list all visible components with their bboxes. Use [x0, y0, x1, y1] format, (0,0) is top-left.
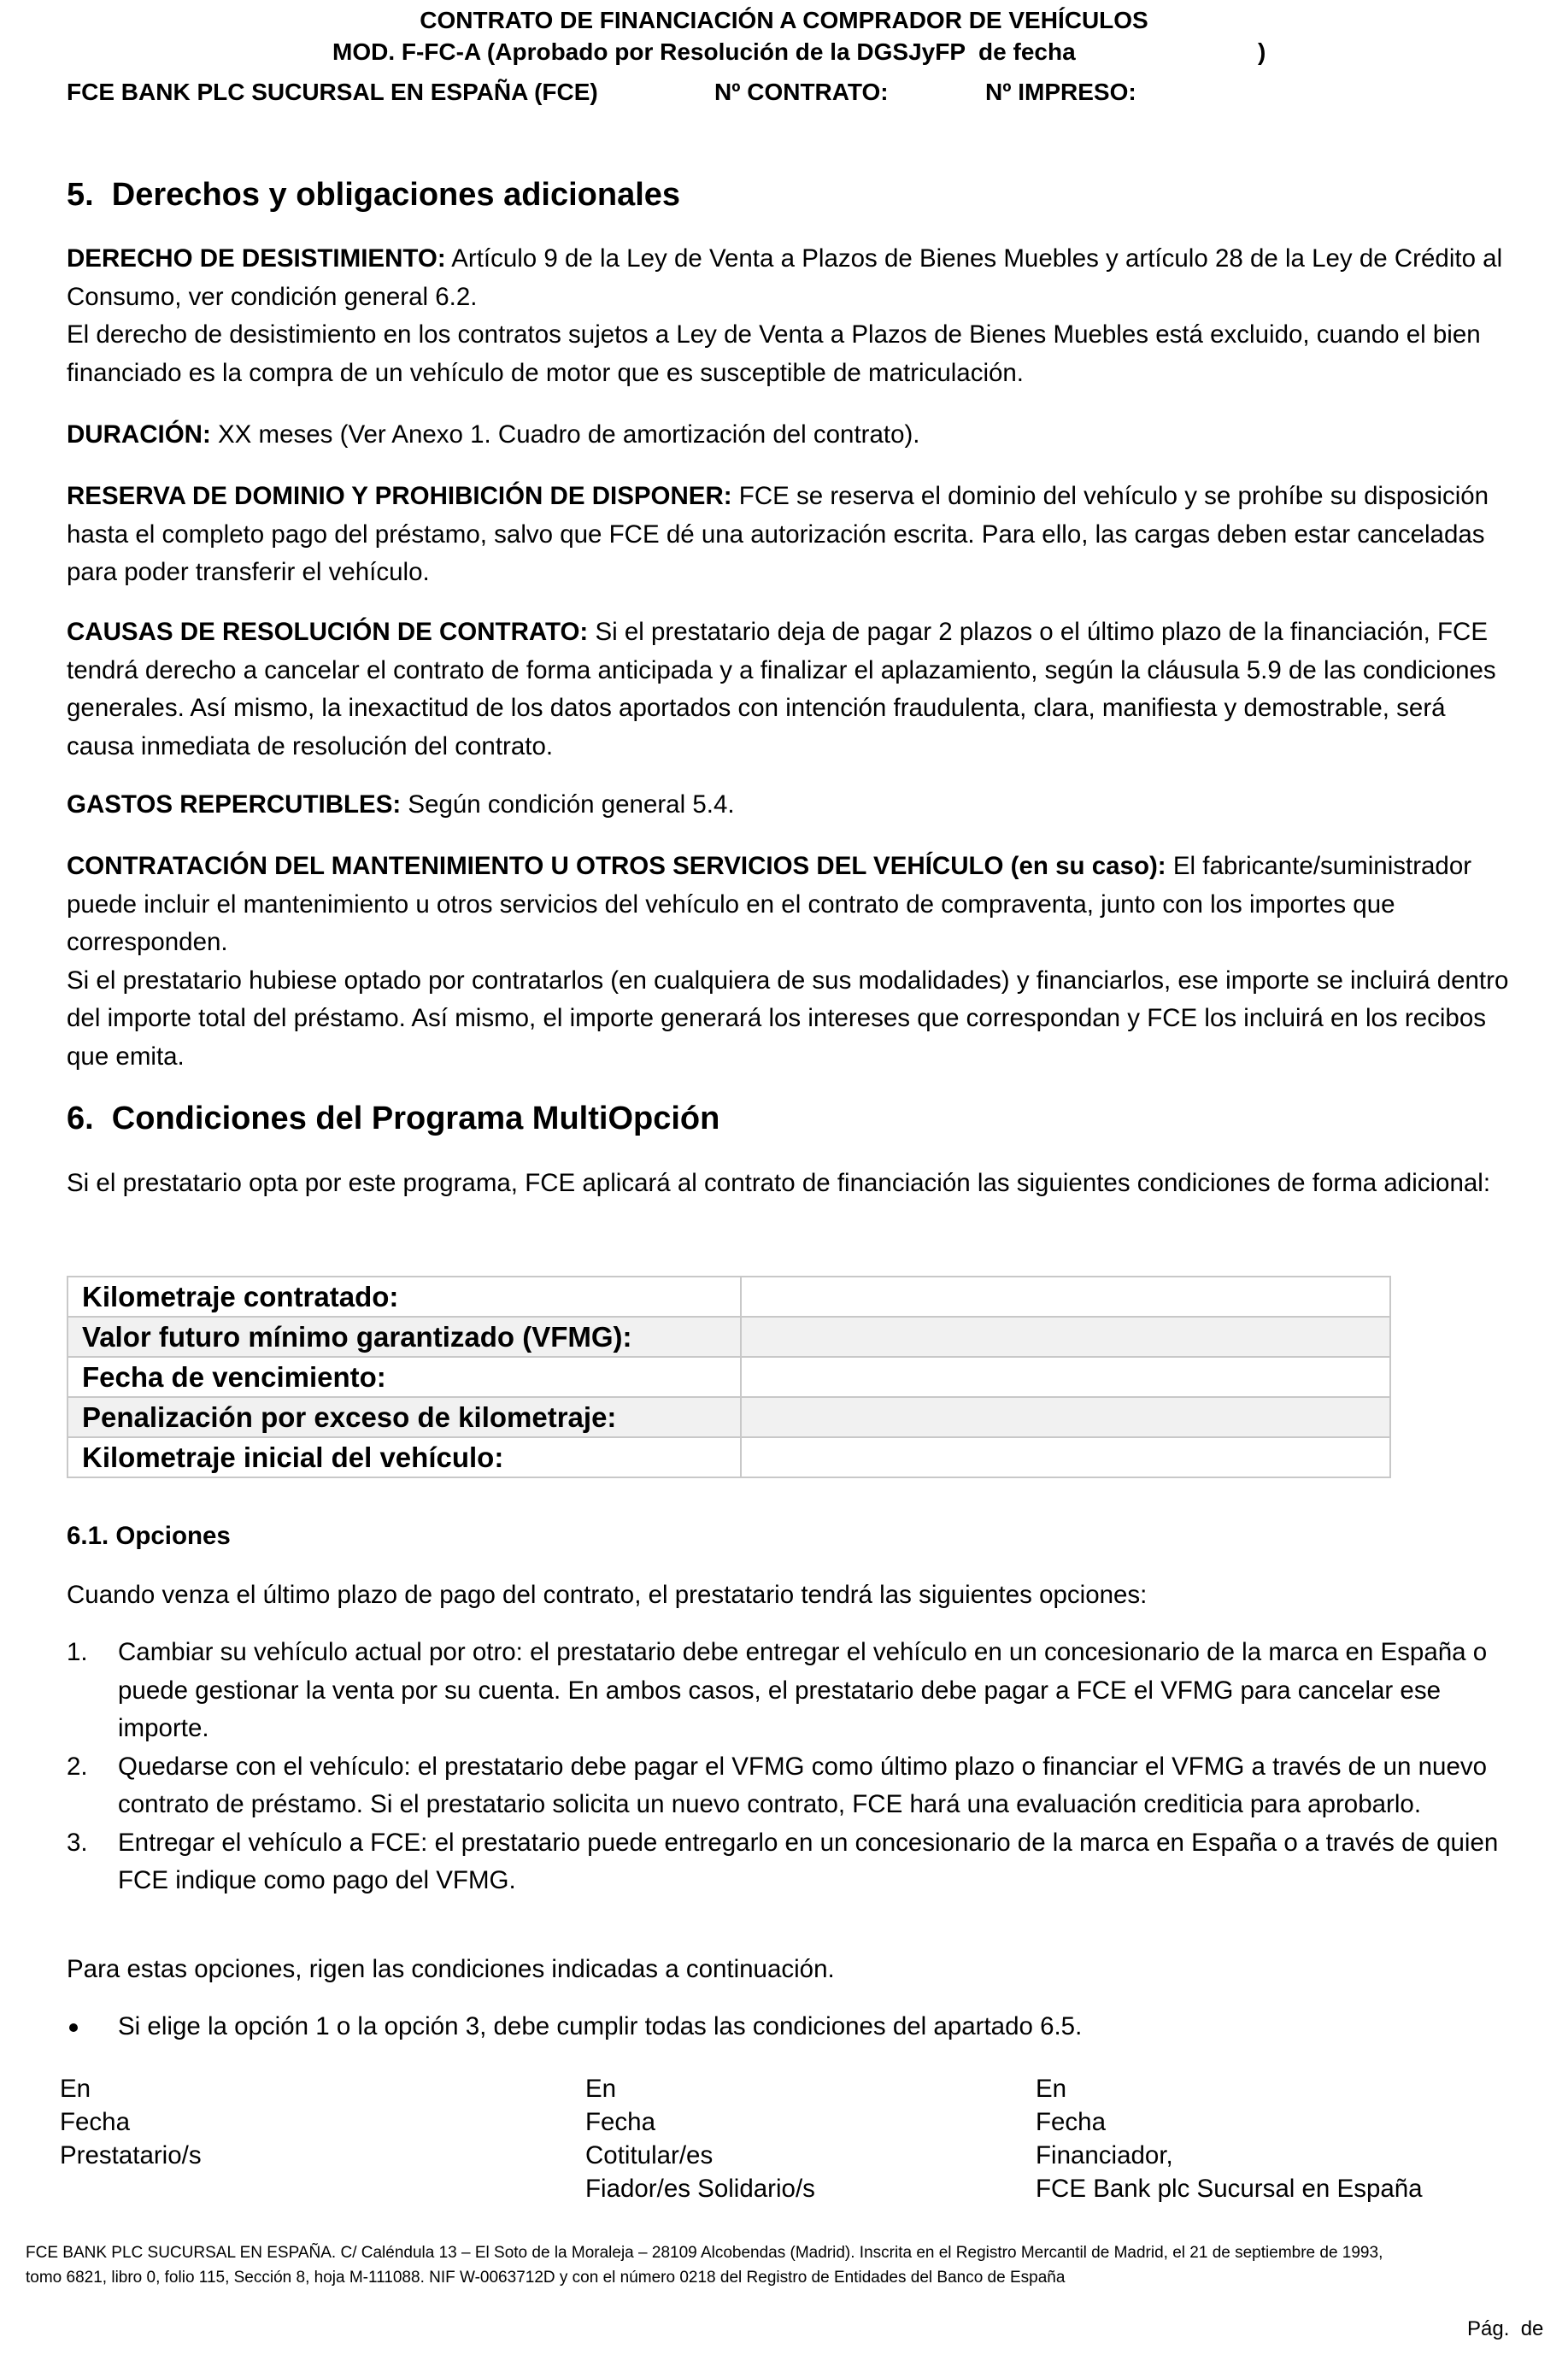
- signature-role-2: FCE Bank plc Sucursal en España: [1036, 2175, 1423, 2203]
- signature-place: En: [1036, 2075, 1067, 2103]
- row-label: Kilometraje contratado:: [68, 1277, 741, 1317]
- signature-block-financiador: [1036, 2072, 1423, 2205]
- desistimiento-text: Artículo 9 de la Ley de Venta a Plazos de Bienes Muebles y artículo 28 de la Ley de Crédito al Consumo, ver condición general 6.2.: [67, 244, 1503, 311]
- table-row: [68, 1277, 1390, 1317]
- section-6-intro-block: [67, 1165, 1519, 1203]
- causas-label: CAUSAS DE RESOLUCIÓN DE CONTRATO:: [67, 618, 589, 646]
- section-5: [67, 176, 1519, 214]
- table-row: [68, 1397, 1390, 1437]
- table-row: [68, 1437, 1390, 1477]
- section-6-title: 6. Condiciones del Programa MultiOpción: [67, 1101, 720, 1136]
- gastos-paragraph: [67, 786, 1519, 825]
- list-number: 3.: [67, 1828, 88, 1857]
- mantenimiento-block: [67, 848, 1519, 1076]
- legal-footer: [26, 2240, 1383, 2290]
- options-note-block: [67, 1951, 1519, 1989]
- mantenimiento-text: El fabricante/suministrador puede incluir el mantenimiento u otros servicios del vehículo en el contrato de compraventa, junto con los importes que corresponden.: [67, 852, 1472, 956]
- signature-place: En: [585, 2075, 617, 2103]
- section-6: [67, 1100, 1519, 1137]
- row-label: Valor futuro mínimo garantizado (VFMG):: [68, 1317, 741, 1357]
- bullet-block: [67, 2008, 1519, 2046]
- vfmg-field[interactable]: [741, 1317, 1390, 1357]
- options-list-block: [67, 1634, 1519, 1900]
- signature-date: Fecha: [585, 2108, 655, 2136]
- options-intro-block: [67, 1576, 1519, 1615]
- list-item: [67, 1634, 1519, 1748]
- reserva-label: RESERVA DE DOMINIO Y PROHIBICIÓN DE DISPONER:: [67, 482, 732, 510]
- row-label: Kilometraje inicial del vehículo:: [68, 1437, 741, 1477]
- desistimiento-exclusion: El derecho de desistimiento en los contratos sujetos a Ley de Venta a Plazos de Bienes Muebles está excluido, cuando el bien financiado es la compra de un vehículo de motor que es susceptible de matriculación.: [67, 320, 1481, 387]
- list-text: Entregar el vehículo a FCE: el prestatario puede entregarlo en un concesionario de la marca en España o a través de quien FCE indique como pago del VFMG.: [118, 1828, 1499, 1894]
- gastos-block: [67, 786, 1519, 825]
- duracion-block: [67, 416, 1519, 455]
- page-number: Pág. de: [1467, 2317, 1544, 2340]
- list-item: [67, 1748, 1519, 1824]
- bank-name: FCE BANK PLC SUCURSAL EN ESPAÑA (FCE): [67, 79, 598, 105]
- document-title: CONTRATO DE FINANCIACIÓN A COMPRADOR DE VEHÍCULOS: [420, 7, 1148, 33]
- signature-role: Cotitular/es: [585, 2141, 714, 2169]
- list-text: Cambiar su vehículo actual por otro: el prestatario debe entregar el vehículo en un concesionario de la marca en España o puede gestionar la venta por su cuenta. En ambos casos, el prestatario debe pagar a FCE el VFMG para cancelar ese importe.: [118, 1638, 1488, 1742]
- signature-date: Fecha: [1036, 2108, 1106, 2136]
- desistimiento-label: DERECHO DE DESISTIMIENTO:: [67, 244, 446, 273]
- duracion-text: XX meses (Ver Anexo 1. Cuadro de amortización del contrato).: [210, 420, 920, 449]
- bullet-icon: [69, 2023, 78, 2032]
- signature-block-prestatario: [60, 2072, 202, 2172]
- bullet-text: Si elige la opción 1 o la opción 3, debe cumplir todas las condiciones del apartado 6.5.: [118, 2012, 1083, 2040]
- options-note: Para estas opciones, rigen las condiciones indicadas a continuación.: [67, 1955, 835, 1983]
- reserva-text: FCE se reserva el dominio del vehículo y se prohíbe su disposición hasta el completo pago del préstamo, salvo que FCE dé una autorización escrita. Para ello, las cargas deben estar canceladas para poder transferir el vehículo.: [67, 482, 1489, 586]
- mantenimiento-label: CONTRATACIÓN DEL MANTENIMIENTO U OTROS SERVICIOS DEL VEHÍCULO (en su caso):: [67, 852, 1166, 880]
- reserva-block: [67, 478, 1519, 592]
- multiopcion-conditions-table: [67, 1276, 1391, 1478]
- model-line-close: ): [1258, 38, 1266, 65]
- kilometraje-contratado-field[interactable]: [741, 1277, 1390, 1317]
- options-list: [67, 1634, 1519, 1900]
- list-number: 1.: [67, 1638, 88, 1666]
- footer-line-1: FCE BANK PLC SUCURSAL EN ESPAÑA. C/ Caléndula 13 – El Soto de la Moraleja – 28109 Alcobendas (Madrid). Inscrita en el Registro Mercantil de Madrid, el 21 de septiembre de 1993,: [26, 2244, 1383, 2262]
- signature-role: Prestatario/s: [60, 2141, 202, 2169]
- options-intro: Cuando venza el último plazo de pago del contrato, el prestatario tendrá las siguientes opciones:: [67, 1581, 1148, 1609]
- signature-date: Fecha: [60, 2108, 130, 2136]
- reserva-paragraph: [67, 478, 1519, 592]
- causas-block: [67, 614, 1519, 766]
- penalizacion-field[interactable]: [741, 1397, 1390, 1437]
- contract-number-label: Nº CONTRATO:: [714, 79, 889, 105]
- section-6-intro: Si el prestatario opta por este programa, FCE aplicará al contrato de financiación las siguientes condiciones de forma adicional:: [67, 1169, 1491, 1197]
- desistimiento-paragraph: [67, 240, 1519, 316]
- model-line: MOD. F-FC-A (Aprobado por Resolución de la DGSJyFP de fecha: [332, 38, 1076, 65]
- mantenimiento-paragraph: [67, 848, 1519, 962]
- signature-role-2: Fiador/es Solidario/s: [585, 2175, 815, 2203]
- row-label: Fecha de vencimiento:: [68, 1357, 741, 1397]
- signature-block-cotitular: [585, 2072, 815, 2205]
- list-text: Quedarse con el vehículo: el prestatario debe pagar el VFMG como último plazo o financiar el VFMG a través de un nuevo contrato de préstamo. Si el prestatario solicita un nuevo contrato, FCE hará una evaluación crediticia para aprobarlo.: [118, 1752, 1488, 1818]
- table-row: [68, 1357, 1390, 1397]
- gastos-label: GASTOS REPERCUTIBLES:: [67, 790, 402, 819]
- causas-text: Si el prestatario deja de pagar 2 plazos o el último plazo de la financiación, FCE tendrá derecho a cancelar el contrato de forma anticipada y a finalizar el aplazamiento, según la cláusula 5.9 de las condiciones generales. Así mismo, la inexactitud de los datos aportados con intención fraudulenta, clara, manifiesta y demostrable, será causa inmediata de resolución del contrato.: [67, 618, 1496, 760]
- gastos-text: Según condición general 5.4.: [401, 790, 735, 819]
- section-5-title: 5. Derechos y obligaciones adicionales: [67, 177, 681, 213]
- duracion-label: DURACIÓN:: [67, 420, 211, 449]
- list-item: [67, 1824, 1519, 1900]
- row-label: Penalización por exceso de kilometraje:: [68, 1397, 741, 1437]
- print-number-label: Nº IMPRESO:: [985, 79, 1136, 105]
- mantenimiento-financing: Si el prestatario hubiese optado por contratarlos (en cualquiera de sus modalidades) y financiarlos, ese importe se incluirá dentro del importe total del préstamo. Así mismo, el importe generará los intereses que correspondan y FCE los incluirá en los recibos que emita.: [67, 966, 1509, 1071]
- kilometraje-inicial-field[interactable]: [741, 1437, 1390, 1477]
- footer-line-2: tomo 6821, libro 0, folio 115, Sección 8, hoja M-111088. NIF W-0063712D y con el número 0218 del Registro de Entidades del Banco de España: [26, 2269, 1066, 2287]
- options-block: [67, 1519, 1519, 1553]
- list-number: 2.: [67, 1752, 88, 1781]
- causas-paragraph: [67, 614, 1519, 766]
- options-title: 6.1. Opciones: [67, 1522, 231, 1550]
- duracion-paragraph: [67, 416, 1519, 455]
- signature-place: En: [60, 2075, 91, 2103]
- bullet-item: [67, 2008, 1519, 2046]
- signature-role: Financiador,: [1036, 2141, 1173, 2169]
- table-row: [68, 1317, 1390, 1357]
- desistimiento-block: [67, 240, 1519, 392]
- fecha-vencimiento-field[interactable]: [741, 1357, 1390, 1397]
